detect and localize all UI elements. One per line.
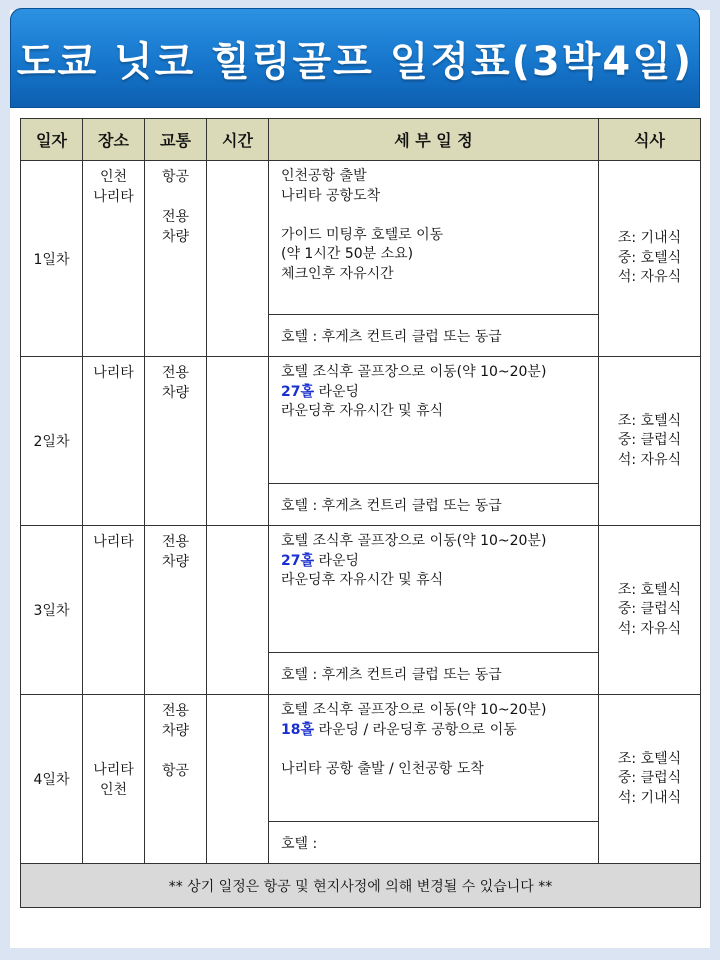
- day2-row: [21, 357, 701, 484]
- header-day: 일자: [21, 119, 83, 161]
- day2-meals: 조: 호텔식 중: 클럽식 석: 자유식: [599, 357, 701, 526]
- day4-transport: 전용 차량 항공: [145, 695, 207, 864]
- day4-detail: 호텔 조식후 골프장으로 이동(약 10~20분) 18홀 라운딩 / 라운딩후 공항으로 이동 나리타 공항 출발 / 인천공항 도착: [269, 695, 599, 822]
- day2-holes: 27홀: [281, 383, 315, 400]
- day1-label: 1일차: [21, 161, 83, 357]
- day4-hotel: 호텔 :: [269, 822, 599, 864]
- day2-transport: 전용 차량: [145, 357, 207, 526]
- day4-label: 4일차: [21, 695, 83, 864]
- header-detail: 세 부 일 정: [269, 119, 599, 161]
- day1-transport: 항공 전용 차량: [145, 161, 207, 357]
- page-title: 도쿄 닛코 힐링골프 일정표(3박4일): [16, 38, 694, 85]
- day3-meals: 조: 호텔식 중: 클럽식 석: 자유식: [599, 526, 701, 695]
- day2-place: 나리타: [83, 357, 145, 526]
- day1-time: [207, 161, 269, 357]
- day3-holes: 27홀: [281, 552, 315, 569]
- header-time: 시간: [207, 119, 269, 161]
- day3-label: 3일차: [21, 526, 83, 695]
- day4-holes: 18홀: [281, 721, 315, 738]
- header-place: 장소: [83, 119, 145, 161]
- title-banner: [10, 8, 700, 108]
- day1-place: 인천 나리타: [83, 161, 145, 357]
- day3-row: [21, 526, 701, 653]
- day3-transport: 전용 차량: [145, 526, 207, 695]
- day2-detail: 호텔 조식후 골프장으로 이동(약 10~20분) 27홀 라운딩 라운딩후 자유시간 및 휴식: [269, 357, 599, 484]
- day3-detail: 호텔 조식후 골프장으로 이동(약 10~20분) 27홀 라운딩 라운딩후 자유시간 및 휴식: [269, 526, 599, 653]
- day3-time: [207, 526, 269, 695]
- footnote: ** 상기 일정은 항공 및 현지사정에 의해 변경될 수 있습니다 **: [21, 864, 701, 908]
- day4-place: 나리타 인천: [83, 695, 145, 864]
- day2-label: 2일차: [21, 357, 83, 526]
- day2-time: [207, 357, 269, 526]
- header-transport: 교통: [145, 119, 207, 161]
- day2-hotel: 호텔 : 후게츠 컨트리 클럽 또는 동급: [269, 484, 599, 526]
- footnote-row: [21, 864, 701, 908]
- day4-meals: 조: 호텔식 중: 클럽식 석: 기내식: [599, 695, 701, 864]
- day4-time: [207, 695, 269, 864]
- day1-detail: 인천공항 출발 나리타 공항도착 가이드 미팅후 호텔로 이동 (약 1시간 50분 소요) 체크인후 자유시간: [269, 161, 599, 315]
- day4-row: [21, 695, 701, 822]
- day1-row: [21, 161, 701, 315]
- day3-hotel: 호텔 : 후게츠 컨트리 클럽 또는 동급: [269, 653, 599, 695]
- header-meal: 식사: [599, 119, 701, 161]
- day3-place: 나리타: [83, 526, 145, 695]
- header-row: [21, 119, 701, 161]
- day1-hotel: 호텔 : 후게츠 컨트리 클럽 또는 동급: [269, 315, 599, 357]
- schedule-table: [20, 118, 701, 908]
- day1-meals: 조: 기내식 중: 호텔식 석: 자유식: [599, 161, 701, 357]
